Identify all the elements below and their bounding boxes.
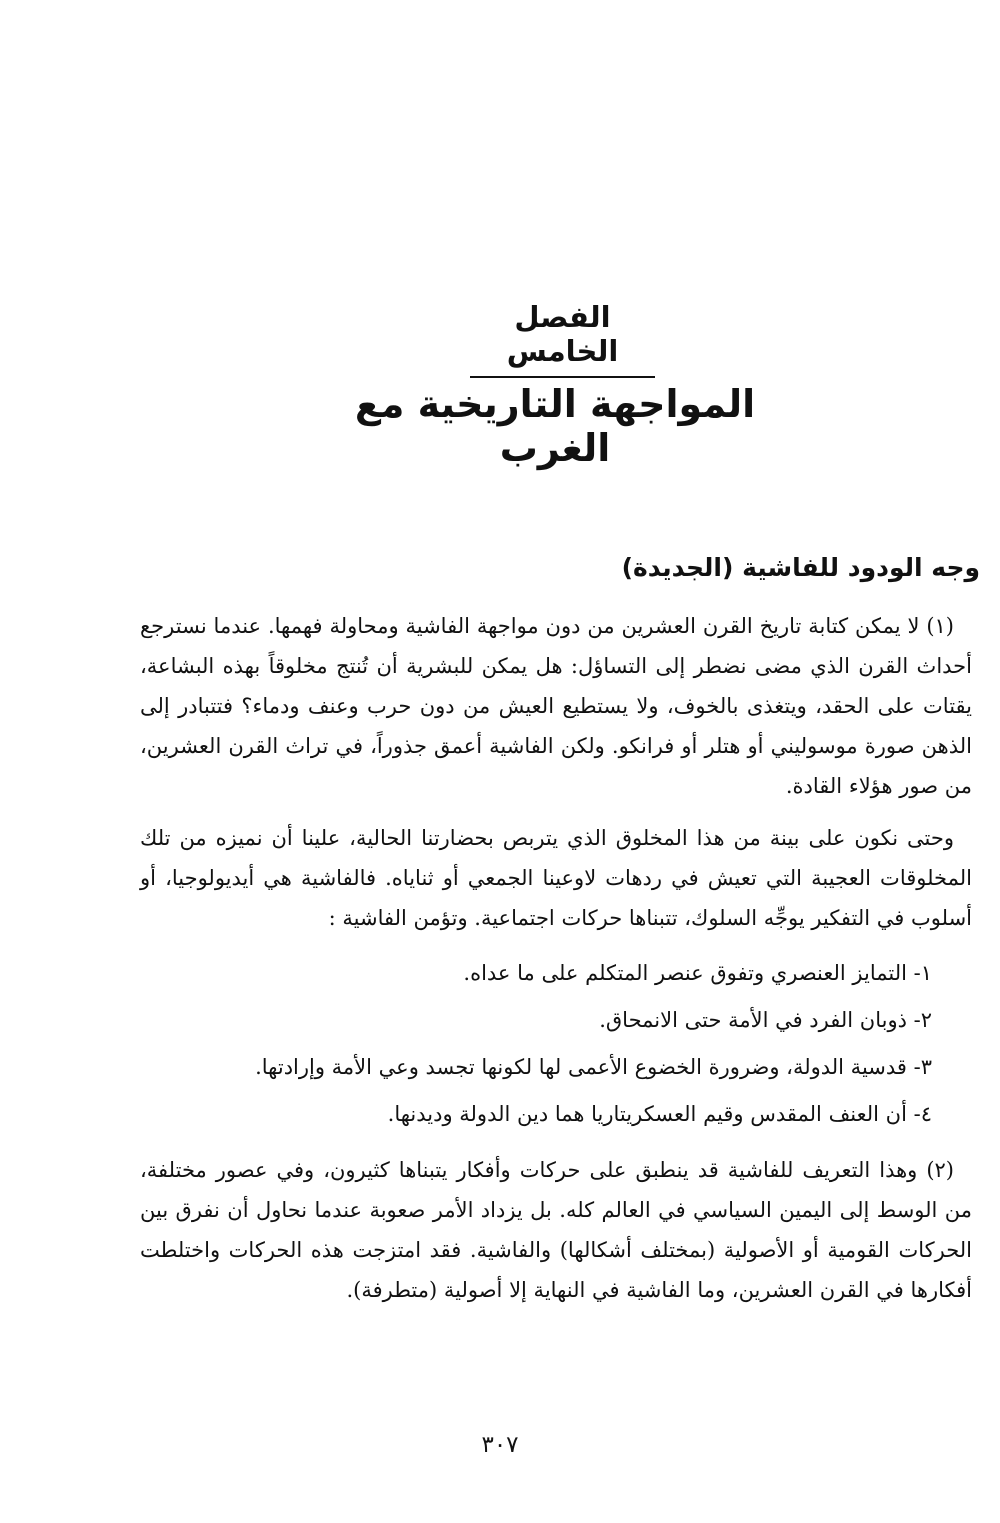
paragraph-1: (١) لا يمكن كتابة تاريخ القرن العشرين من دون مواجهة الفاشية ومحاولة فهمها. عندما نسترجع أحداث القرن الذي مضى نضطر إلى التساؤل: هل يمكن للبشرية أن تُنتج مخلوقاً بهذه البشاعة، يقتات على الحقد، ويتغذى بالخوف، ولا يستطيع العيش من دون حرب وعنف ودماء؟ فتتبادر إلى الذهن صورة موسوليني أو هتلر أو فرانكو. ولكن الفاشية أعمق جذوراً، في تراث القرن العشرين، من صور هؤلاء القادة. — [140, 614, 972, 798]
chapter-title: المواجهة التاريخية مع الغرب — [354, 382, 756, 470]
fascism-beliefs-list — [140, 950, 972, 1138]
list-item: ٣- قدسية الدولة، وضرورة الخضوع الأعمى لها لكونها تجسد وعي الأمة وإرادتها. — [255, 1055, 932, 1079]
section-heading: وجه الودود للفاشية (الجديدة) — [621, 553, 980, 582]
paragraph-3: (٢) وهذا التعريف للفاشية قد ينطبق على حركات وأفكار يتبناها كثيرون، وفي عصور مختلفة، من الوسط إلى اليمين السياسي في العالم كله. بل يزداد الأمر صعوبة عندما نحاول أن نفرق بين الحركات القومية أو الأصولية (بمختلف أشكالها) والفاشية. فقد امتزجت هذه الحركات واختلطت أفكارها في القرن العشرين، وما الفاشية في النهاية إلا أصولية (متطرفة). — [140, 1158, 972, 1302]
body-text — [140, 606, 972, 1322]
paragraph-2: وحتى نكون على بينة من هذا المخلوق الذي يتربص بحضارتنا الحالية، علينا أن نميزه من تلك المخلوقات العجيبة التي تعيش في ردهات لاوعينا الجمعي أو ثناياه. فالفاشية هي أيديولوجيا، أو أسلوب في التفكير يوجِّه السلوك، تتبناها حركات اجتماعية. وتؤمن الفاشية : — [140, 826, 972, 930]
chapter-label: الفصل الخامس — [470, 300, 655, 378]
list-item: ١- التمايز العنصري وتفوق عنصر المتكلم على ما عداه. — [463, 961, 932, 985]
list-item: ٤- أن العنف المقدس وقيم العسكريتاريا هما دين الدولة وديدنها. — [387, 1102, 932, 1126]
list-item: ٢- ذوبان الفرد في الأمة حتى الانمحاق. — [599, 1008, 932, 1032]
page-number: ٣٠٧ — [481, 1432, 519, 1458]
